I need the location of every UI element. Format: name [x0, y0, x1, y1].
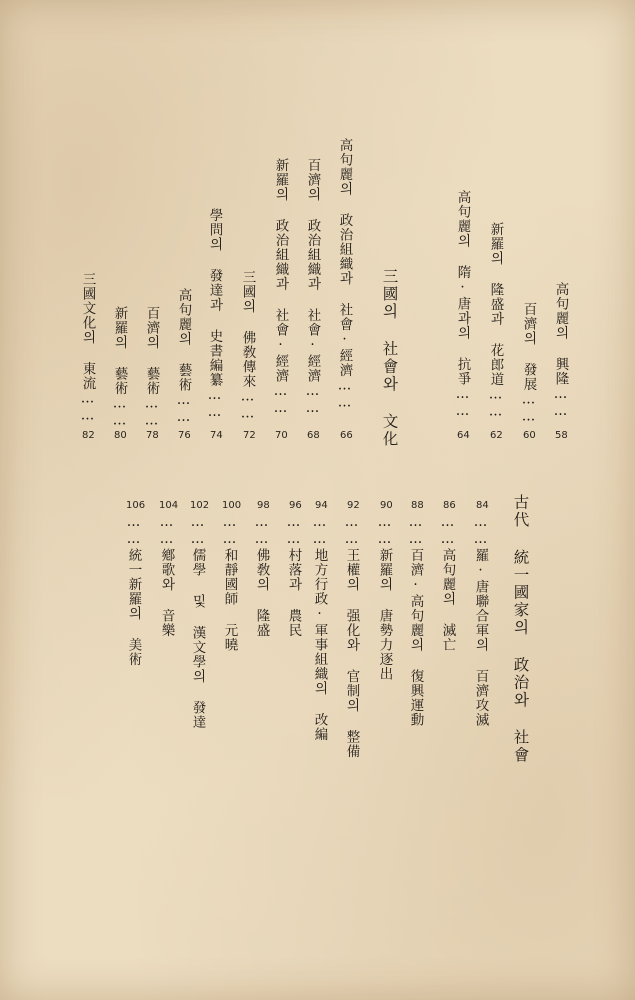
page-number: 86: [443, 500, 456, 511]
page-number: 92: [347, 500, 360, 511]
toc-entry: 新羅의 藝術……: [111, 306, 128, 430]
page-number: 98: [257, 500, 270, 511]
page-number: 70: [275, 430, 288, 441]
toc-entry: 高句麗의 藝術……: [175, 288, 192, 426]
toc-entry: ……村落과 農民: [285, 514, 302, 638]
page-number: 76: [178, 430, 191, 441]
toc-entry: 三國文化의 東流……: [79, 272, 96, 425]
toc-entry: ……地方行政·軍事組織의 改編: [311, 514, 328, 742]
page-number: 82: [82, 430, 95, 441]
toc-entry: ……統一新羅의 美術: [125, 514, 142, 667]
page-number: 66: [340, 430, 353, 441]
page-number: 94: [315, 500, 328, 511]
toc-entry: ……百濟·高句麗의 復興運動: [407, 514, 424, 727]
page-number: 68: [307, 430, 320, 441]
page-number: 102: [190, 500, 210, 511]
page-number: 106: [126, 500, 146, 511]
page-number: 84: [476, 500, 489, 511]
toc-entry: 學問의 發達과 史書編纂……: [206, 208, 223, 421]
toc-entry: 高句麗의 興隆……: [552, 282, 569, 420]
page-number: 58: [555, 430, 568, 441]
toc-entry: ……王權의 强化와 官制의 整備: [343, 514, 360, 759]
page-number: 100: [222, 500, 242, 511]
page-number: 90: [380, 500, 393, 511]
page-number: 104: [159, 500, 179, 511]
toc-entry: 新羅의 隆盛과 花郎道……: [487, 222, 504, 421]
page-number: 80: [114, 430, 127, 441]
section-heading: 三國의 社會와 文化: [380, 268, 399, 448]
toc-entry: ……佛敎의 隆盛: [253, 514, 270, 638]
page-number: 78: [146, 430, 159, 441]
toc-entry: 新羅의 政治組織과 社會·經濟……: [272, 158, 289, 417]
page-number: 62: [490, 430, 503, 441]
page-number: 74: [210, 430, 223, 441]
page-number: 88: [411, 500, 424, 511]
toc-entry: 三國의 佛敎傳來……: [239, 270, 256, 423]
toc-entry: ……新羅의 唐勢力逐出: [376, 514, 393, 681]
section-heading: 古代 統一國家의 政治와 社會: [511, 494, 530, 764]
toc-entry: 百濟의 發展……: [520, 302, 537, 426]
toc-entry: 百濟의 政治組織과 社會·經濟……: [304, 158, 321, 417]
toc-entry: 高句麗의 隋·唐과의 抗爭……: [454, 190, 471, 420]
toc-entry: ……儒學 및 漢文學의 發達: [189, 514, 206, 730]
toc-entry: 高句麗의 政治組織과 社會·經濟……: [336, 138, 353, 412]
toc-entry: ……鄕歌와 音樂: [158, 514, 175, 638]
page-number: 64: [457, 430, 470, 441]
page-number: 96: [289, 500, 302, 511]
page-number: 72: [243, 430, 256, 441]
toc-entry: ……高句麗의 滅亡: [439, 514, 456, 652]
toc-entry: 百濟의 藝術……: [143, 306, 160, 430]
page-number: 60: [523, 430, 536, 441]
toc-entry: ……和靜國師 元曉: [221, 514, 238, 652]
toc-entry: ……羅·唐聯合軍의 百濟攻滅: [472, 514, 489, 727]
